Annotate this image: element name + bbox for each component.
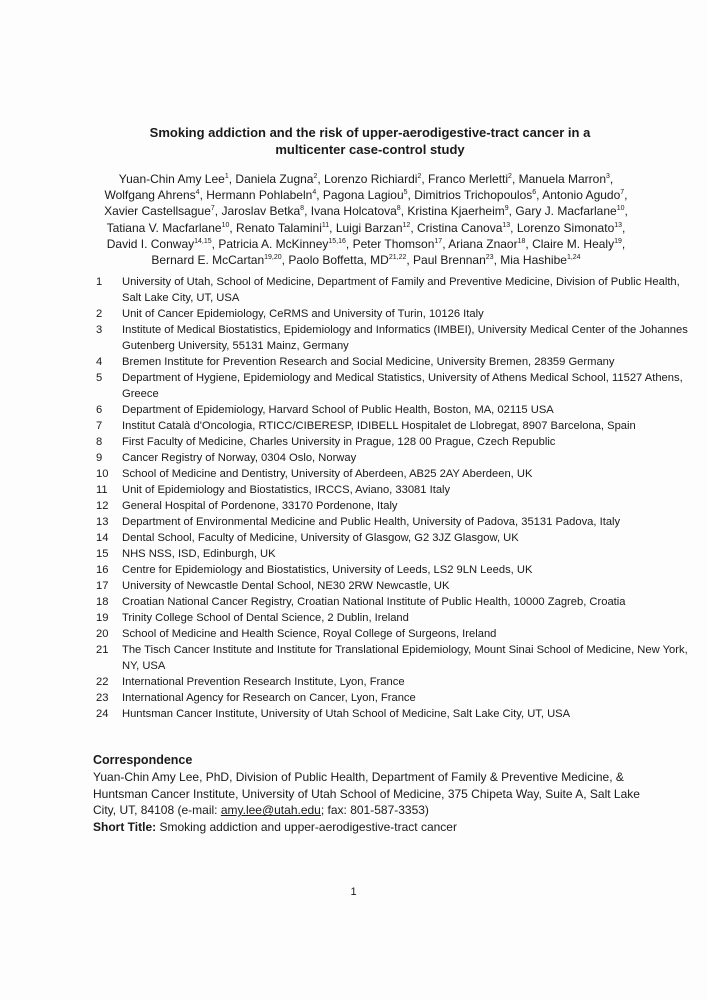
author-name: David I. Conway: [106, 236, 195, 251]
author-name: Xavier Castellsague: [104, 204, 211, 219]
affiliation-number: 20: [96, 628, 109, 640]
affiliation-item: [96, 306, 696, 322]
author-name: Jaroslav Betka: [221, 204, 301, 219]
affiliation-number: 11: [96, 484, 108, 496]
author-separator: ,: [317, 172, 325, 186]
affiliation-item: [96, 642, 696, 674]
author-name: Lorenzo Richiardi: [324, 172, 418, 186]
affiliation-text: Department of Hygiene, Epidemiology and Medical Statistics, University of Athens Medical School, 11527 Athens, Greece: [122, 372, 683, 400]
affiliation-number: 5: [96, 372, 103, 384]
short-title-label: Short Title:: [93, 819, 157, 834]
affiliation-text: NHS NSS, ISD, Edinburgh, UK: [122, 548, 276, 560]
affiliation-text: Dental School, Faculty of Medicine, University of Glasgow, G2 3JZ Glasgow, UK: [122, 532, 519, 544]
author: [311, 204, 408, 218]
author-affiliation-marker: 23: [485, 254, 494, 262]
email-link[interactable]: amy.lee@utah.edu: [220, 803, 321, 818]
author: [407, 204, 515, 218]
author-affiliation-marker: 7: [210, 205, 215, 213]
affiliation-item: [96, 466, 696, 482]
page-number: 1: [350, 886, 357, 898]
affiliation-text: University of Utah, School of Medicine, Department of Family and Preventive Medicine, Division of Public Health, Salt Lake City, UT, USA: [122, 276, 680, 304]
affiliation-item: [96, 674, 696, 690]
affiliation-item: [96, 370, 696, 402]
affiliation-item: [96, 354, 696, 370]
affiliation-text: Trinity College School of Dental Science, 2 Dublin, Ireland: [122, 612, 409, 624]
author-separator: ,: [345, 236, 353, 251]
author-name: Ariana Znaor: [448, 236, 518, 251]
author-name: Tatiana V. Macfarlane: [106, 220, 222, 235]
affiliation-number: 23: [96, 692, 109, 704]
author-name: Antonio Agudo: [542, 188, 621, 203]
author-affiliation-marker: 7: [620, 189, 625, 197]
affiliation-text: International Agency for Research on Cancer, Lyon, France: [122, 692, 416, 704]
affiliation-number: 9: [96, 452, 103, 464]
author: [218, 237, 352, 251]
author-name: Mia Hashibe: [500, 253, 567, 268]
correspondence-section: [93, 752, 653, 835]
author: [221, 204, 310, 218]
affiliation-number: 3: [96, 324, 103, 336]
affiliation-list: [96, 274, 696, 722]
affiliation-item: [96, 626, 696, 642]
affiliation-item: [96, 514, 696, 530]
affiliation-item: [96, 322, 696, 354]
author-separator: ,: [621, 236, 626, 251]
author: [324, 172, 428, 186]
author-separator: ,: [211, 236, 219, 251]
author: [151, 253, 288, 267]
author: [104, 204, 221, 218]
author: [417, 221, 517, 235]
author-separator: ,: [510, 220, 517, 235]
affiliation-item: [96, 274, 696, 306]
author-affiliation-marker: 12: [402, 221, 411, 229]
author-separator: ,: [229, 220, 237, 235]
affiliation-number: 22: [96, 676, 109, 688]
author-affiliation-marker: 1,24: [566, 254, 581, 262]
author: [288, 253, 413, 267]
author: [235, 172, 324, 186]
affiliation-item: [96, 482, 696, 498]
author: [515, 204, 628, 218]
author-separator: ,: [329, 220, 336, 235]
author-name: Franco Merletti: [428, 172, 509, 186]
author-name: Paolo Boffetta, MD: [288, 253, 389, 268]
affiliation-item: [96, 706, 696, 722]
affiliation-number: 2: [96, 308, 103, 320]
affiliation-item: [96, 402, 696, 418]
author-affiliation-marker: 2: [313, 173, 318, 180]
affiliation-number: 18: [96, 596, 109, 608]
author-name: Kristina Kjaerheim: [407, 204, 505, 219]
affiliation-text: Unit of Cancer Epidemiology, CeRMS and University of Turin, 10126 Italy: [122, 308, 484, 320]
author-name: Luigi Barzan: [335, 220, 403, 235]
author-name: Ivana Holcatova: [310, 204, 397, 219]
author-separator: ,: [624, 188, 628, 203]
affiliation-item: [96, 690, 696, 706]
affiliation-text: Croatian National Cancer Registry, Croatian National Institute of Public Health, 10000 Zagreb, Croatia: [122, 596, 626, 608]
affiliation-item: [96, 578, 696, 594]
affiliation-text: Huntsman Cancer Institute, University of Utah School of Medicine, Salt Lake City, UT, USA: [122, 708, 571, 720]
affiliation-item: [96, 418, 696, 434]
author: [336, 221, 417, 235]
author-separator: ,: [214, 204, 222, 219]
author-affiliation-marker: 2: [508, 173, 512, 180]
affiliation-item: [96, 594, 696, 610]
affiliation-item: [96, 530, 696, 546]
author-name: Dimitrios Trichopoulos: [414, 188, 533, 203]
short-title-line: [93, 819, 653, 835]
author-name: Gary J. Macfarlane: [515, 204, 617, 219]
author-separator: ,: [407, 188, 415, 203]
affiliation-number: 7: [96, 420, 103, 432]
author-separator: ,: [442, 236, 449, 251]
author-name: Daniela Zugna: [235, 172, 314, 186]
author-affiliation-marker: 6: [532, 189, 537, 197]
author-affiliation-marker: 3: [606, 173, 610, 180]
affiliation-number: 10: [96, 468, 109, 480]
affiliation-text: Bremen Institute for Prevention Research and Social Medicine, University Bremen, 28359 Germany: [122, 356, 615, 368]
author-affiliation-marker: 4: [195, 189, 200, 197]
affiliation-number: 13: [96, 516, 109, 528]
author: [517, 221, 626, 235]
title-line-1: Smoking addiction and the risk of upper-aerodigestive-tract cancer in a: [149, 125, 591, 140]
author-separator: ,: [406, 253, 414, 268]
affiliation-item: [96, 610, 696, 626]
correspondence-body: [93, 769, 653, 818]
affiliation-item: [96, 498, 696, 514]
author: [500, 253, 580, 267]
author-affiliation-marker: 2: [417, 173, 422, 180]
author-name: Yuan-Chin Amy Lee: [118, 172, 225, 186]
author-separator: ,: [525, 236, 533, 251]
affiliation-item: [96, 434, 696, 450]
author-separator: ,: [304, 204, 311, 219]
author: [519, 172, 614, 186]
author-separator: ,: [410, 220, 417, 235]
affiliation-number: 1: [96, 276, 103, 288]
author-separator: ,: [199, 188, 207, 203]
affiliation-text: General Hospital of Pordenone, 33170 Pordenone, Italy: [122, 500, 398, 512]
author: [236, 221, 336, 235]
affiliation-text: School of Medicine and Dentistry, University of Aberdeen, AB25 2AY Aberdeen, UK: [122, 468, 533, 480]
affiliation-number: 14: [96, 532, 109, 544]
author-separator: ,: [511, 172, 519, 186]
author-separator: ,: [508, 204, 516, 219]
author-affiliation-marker: 17: [434, 237, 443, 245]
author-affiliation-marker: 11: [321, 221, 330, 229]
author-separator: ,: [281, 253, 289, 268]
author-name: Hermann Pohlabeln: [206, 188, 313, 203]
author-affiliation-marker: 19: [614, 237, 622, 245]
author-affiliation-marker: 19,20: [264, 254, 282, 262]
author: [428, 172, 519, 186]
author-separator: ,: [421, 172, 429, 186]
title-line-2: multicenter case-control study: [275, 142, 465, 157]
affiliation-number: 4: [96, 356, 103, 368]
affiliation-text: Centre for Epidemiology and Biostatistics, University of Leeds, LS2 9LN Leeds, UK: [122, 564, 533, 576]
affiliation-number: 19: [96, 612, 109, 624]
author-name: Claire M. Healy: [532, 236, 615, 251]
affiliation-number: 17: [96, 580, 109, 592]
author-affiliation-marker: 18: [517, 237, 526, 245]
author: [353, 237, 449, 251]
author-affiliation-marker: 8: [300, 205, 305, 213]
author: [323, 188, 414, 202]
author-separator: ,: [228, 172, 236, 186]
author: [107, 221, 236, 235]
author-name: Manuela Marron: [518, 172, 606, 186]
author-name: Paul Brennan: [413, 253, 486, 268]
author-separator: ,: [536, 188, 543, 203]
affiliation-number: 8: [96, 436, 103, 448]
author-affiliation-marker: 8: [396, 205, 401, 213]
author: [119, 172, 236, 186]
author: [206, 188, 323, 202]
author-separator: ,: [609, 172, 614, 186]
author-affiliation-marker: 13: [502, 221, 511, 229]
affiliation-number: 16: [96, 564, 109, 576]
affiliation-number: 6: [96, 404, 103, 416]
author-affiliation-marker: 13: [614, 221, 623, 229]
affiliation-text: International Prevention Research Institute, Lyon, France: [122, 676, 405, 688]
author: [107, 237, 219, 251]
correspondence-fax: ; fax: 801-587-3353): [320, 803, 429, 818]
affiliation-item: [96, 450, 696, 466]
author-separator: ,: [622, 220, 626, 235]
author-affiliation-marker: 9: [504, 205, 509, 213]
author-name: Lorenzo Simonato: [516, 220, 615, 235]
author-separator: ,: [400, 204, 408, 219]
affiliation-text: Cancer Registry of Norway, 0304 Oslo, Norway: [122, 452, 357, 464]
author-affiliation-marker: 1: [224, 173, 229, 180]
author-name: Patricia A. McKinney: [218, 236, 329, 251]
author-separator: ,: [624, 204, 628, 219]
affiliation-text: Institut Català d'Oncologia, RTICC/CIBERESP, IDIBELL Hospitalet de Llobregat, 8907 Barcelona, Spain: [122, 420, 636, 432]
affiliation-text: Department of Environmental Medicine and Public Health, University of Padova, 35131 Padova, Italy: [122, 516, 621, 528]
author-separator: ,: [316, 188, 323, 203]
affiliation-text: University of Newcastle Dental School, NE30 2RW Newcastle, UK: [122, 580, 450, 592]
correspondence-text: Yuan-Chin Amy Lee, PhD, Division of Public Health, Department of Family & Preventive Medicine, & Huntsman Cancer Institute, University of Utah School of Medicine, 375 Chipeta Way, Suite A, Salt Lake City, UT, 84108 (e-mail:: [93, 770, 640, 818]
author-affiliation-marker: 21,22: [388, 254, 407, 262]
affiliation-text: First Faculty of Medicine, Charles University in Prague, 128 00 Prague, Czech Republic: [122, 436, 556, 448]
author-affiliation-marker: 4: [312, 189, 317, 197]
author-name: Peter Thomson: [352, 236, 435, 251]
correspondence-heading: Correspondence: [93, 753, 193, 767]
author-name: Renato Talamini: [236, 220, 322, 235]
paper-title: [100, 124, 640, 158]
author: [413, 253, 500, 267]
author-affiliation-marker: 14,15: [194, 237, 212, 245]
author: [532, 237, 625, 251]
affiliation-text: The Tisch Cancer Institute and Institute for Translational Epidemiology, Mount Sinai School of Medicine, New York, NY, USA: [122, 644, 688, 672]
author-affiliation-marker: 10: [221, 221, 230, 229]
affiliation-number: 21: [96, 644, 109, 656]
author-list: [92, 171, 640, 268]
author: [414, 188, 542, 202]
short-title-value: Smoking addiction and upper-aerodigestive-tract cancer: [159, 819, 457, 834]
affiliation-item: [96, 562, 696, 578]
affiliation-text: School of Medicine and Health Science, Royal College of Surgeons, Ireland: [122, 628, 497, 640]
author-name: Wolfgang Ahrens: [104, 188, 196, 203]
affiliation-number: 24: [96, 708, 109, 720]
author: [448, 237, 532, 251]
affiliation-text: Unit of Epidemiology and Biostatistics, IRCCS, Aviano, 33081 Italy: [122, 484, 451, 496]
author-name: Cristina Canova: [417, 220, 503, 235]
author-affiliation-marker: 15,16: [328, 237, 346, 245]
affiliation-number: 12: [96, 500, 109, 512]
author-separator: ,: [493, 253, 501, 268]
affiliation-text: Institute of Medical Biostatistics, Epidemiology and Informatics (IMBEI), University Medical Center of the Johannes Gutenberg University, 55131 Mainz, Germany: [122, 324, 688, 352]
author: [542, 188, 627, 202]
affiliation-number: 15: [96, 548, 109, 560]
affiliation-item: [96, 546, 696, 562]
author: [104, 188, 206, 202]
affiliation-text: Department of Epidemiology, Harvard School of Public Health, Boston, MA, 02115 USA: [122, 404, 554, 416]
author-affiliation-marker: 5: [403, 189, 408, 197]
author-affiliation-marker: 10: [616, 205, 625, 213]
author-name: Pagona Lagiou: [322, 188, 404, 203]
author-name: Bernard E. McCartan: [151, 253, 265, 268]
